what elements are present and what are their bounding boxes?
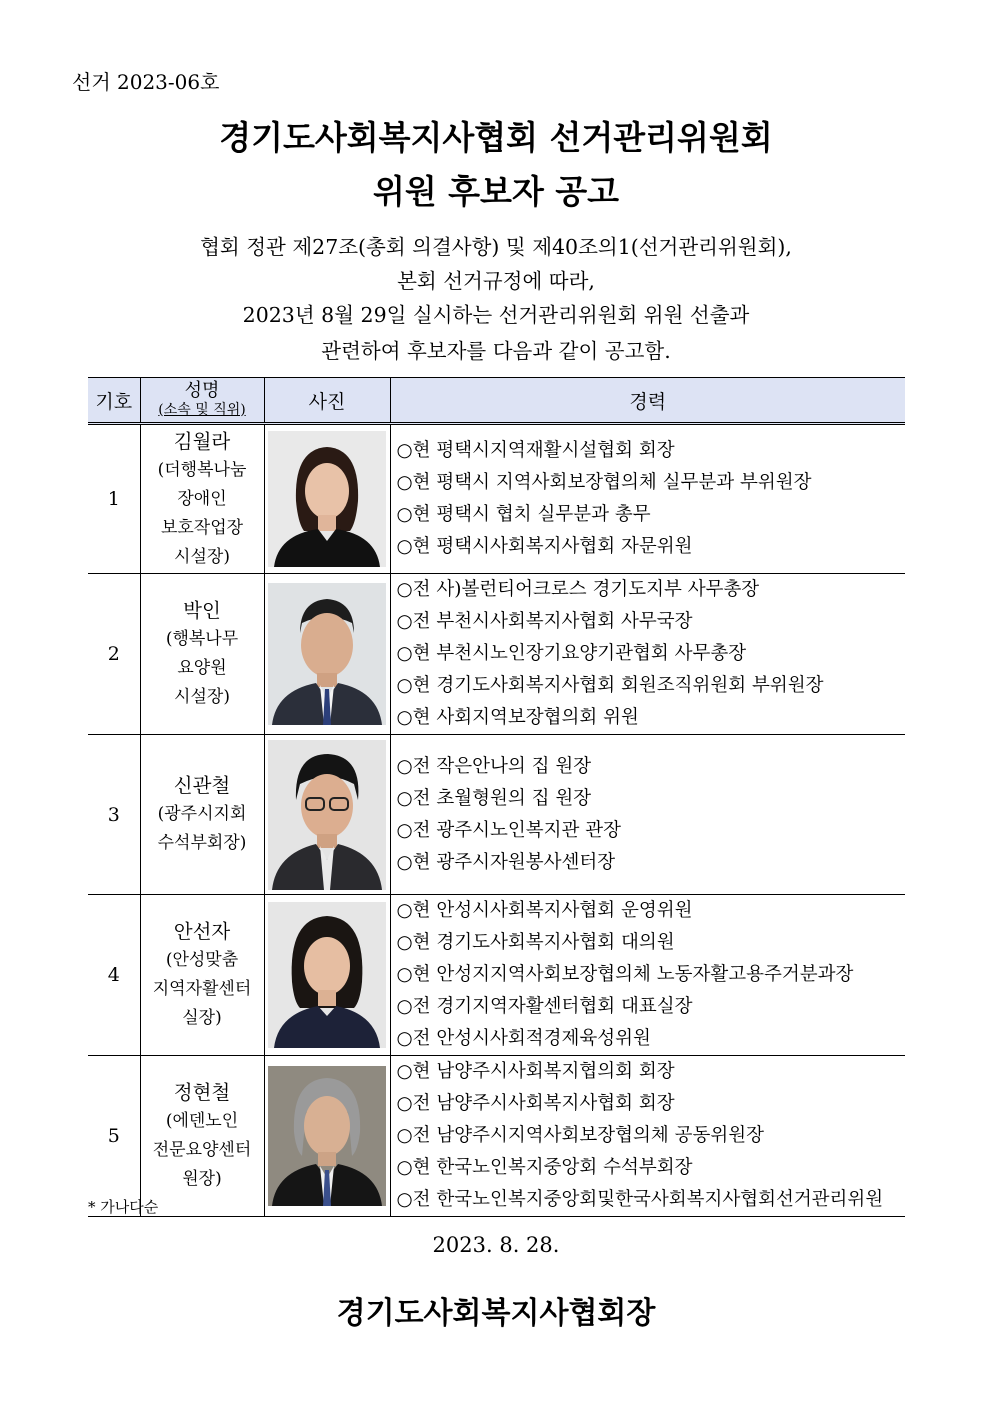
career-item: ○전 광주시노인복지관 관장 [396, 819, 621, 841]
candidate-number: 5 [88, 1056, 140, 1217]
candidate-name: 김월라 [173, 429, 231, 453]
candidate-photo [268, 740, 386, 890]
signature: 경기도사회복지사협회장 [336, 1296, 656, 1331]
intro-line: 관련하여 후보자를 다음과 같이 공고함. [321, 339, 671, 363]
career-item: ○현 평택시지역재활시설협회 회장 [396, 440, 675, 461]
candidate-number: 4 [88, 895, 140, 1056]
table-row [88, 1056, 905, 1217]
career-item: ○전 남양주시지역사회보장협의체 공동위원장 [396, 1125, 764, 1146]
candidate-name: 안선자 [173, 920, 231, 943]
header-number: 기호 [88, 378, 140, 424]
candidate-affiliation: (더행복나눔 장애인 보호작업장 시설장) [157, 459, 247, 567]
career-item: ○현 경기도사회복지사협회 회원조직위원회 부위원장 [396, 675, 824, 696]
career-item: ○전 안성시사회적경제육성위원 [396, 1028, 651, 1049]
career-item: ○전 경기지역자활센터협회 대표실장 [396, 996, 693, 1017]
header-career: 경력 [390, 378, 905, 424]
candidate-name-cell [140, 895, 264, 1056]
candidate-name: 박인 [183, 599, 221, 622]
page-title: 경기도사회복지사협회 선거관리위원회 [219, 118, 773, 157]
career-item: ○현 경기도사회복지사협회 대의원 [396, 932, 675, 953]
document-number: 선거 2023-06호 [72, 70, 220, 94]
candidate-photo [268, 431, 386, 567]
photo-cell [264, 424, 390, 574]
career-item: ○현 안성시사회복지사협회 운영위원 [396, 900, 693, 921]
header-name [140, 378, 264, 424]
table-row [88, 424, 905, 574]
page-subtitle: 위원 후보자 공고 [372, 172, 620, 211]
table-header-row [88, 378, 905, 424]
career-item: ○현 광주시자원봉사센터장 [396, 851, 616, 873]
career-item: ○전 남양주시사회복지사협회 회장 [396, 1093, 675, 1114]
career-item: ○현 한국노인복지중앙회 수석부회장 [396, 1157, 693, 1178]
career-cell [390, 574, 905, 735]
photo-cell [264, 1056, 390, 1217]
career-item: ○전 작은안나의 집 원장 [396, 755, 592, 777]
announcement-date: 2023. 8. 28. [432, 1233, 560, 1257]
candidate-affiliation: (행복나무 요양원 시설장) [165, 629, 239, 707]
career-item: ○전 사)볼런티어크로스 경기도지부 사무총장 [396, 579, 760, 600]
career-item: ○현 부천시노인장기요양기관협회 사무총장 [396, 643, 747, 664]
career-cell [390, 735, 905, 895]
intro-line: 협회 정관 제27조(총회 의결사항) 및 제40조의1(선거관리위원회), [200, 235, 792, 259]
career-item: ○전 초월형원의 집 원장 [396, 787, 592, 809]
candidate-name-cell [140, 735, 264, 895]
career-cell [390, 424, 905, 574]
photo-cell [264, 574, 390, 735]
candidate-name-cell [140, 424, 264, 574]
table-row [88, 735, 905, 895]
candidate-table [88, 377, 905, 1217]
photo-cell [264, 895, 390, 1056]
career-item: ○현 사회지역보장협의회 위원 [396, 707, 639, 728]
candidate-photo [268, 583, 386, 725]
table-row [88, 574, 905, 735]
career-cell [390, 1056, 905, 1217]
career-item: ○현 평택시 지역사회보장협의체 실무분과 부위원장 [396, 472, 812, 493]
career-item: ○현 평택시사회복지사협회 자문위원 [396, 536, 693, 557]
candidate-name-cell [140, 1056, 264, 1217]
header-name-sub: (소속 및 직위) [158, 401, 246, 418]
candidate-name: 정현철 [173, 1081, 231, 1104]
candidate-name-cell [140, 574, 264, 735]
candidate-name: 신관철 [173, 774, 231, 797]
candidate-photo [268, 1066, 386, 1206]
candidate-photo [268, 902, 386, 1048]
header-name-label: 성명 [184, 379, 220, 401]
candidate-number: 3 [88, 735, 140, 895]
candidate-affiliation: (광주시지회 수석부회장) [157, 804, 247, 853]
candidate-number: 2 [88, 574, 140, 735]
photo-cell [264, 735, 390, 895]
career-item: ○현 남양주시사회복지협의회 회장 [396, 1061, 675, 1082]
candidate-number: 1 [88, 424, 140, 574]
career-item: ○현 평택시 협치 실무분과 총무 [396, 504, 651, 525]
intro-line: 2023년 8월 29일 실시하는 선거관리위원회 위원 선출과 [242, 303, 750, 327]
career-cell [390, 895, 905, 1056]
career-item: ○전 부천시사회복지사협회 사무국장 [396, 611, 693, 632]
intro-line: 본회 선거규정에 따라, [397, 269, 595, 293]
table-row [88, 895, 905, 1056]
candidate-affiliation: (안성맞춤 지역자활센터 실장) [152, 950, 252, 1028]
footnote: * 가나다순 [88, 1198, 159, 1216]
header-photo: 사진 [264, 378, 390, 424]
career-item: ○현 안성지지역사회보장협의체 노동자활고용주거분과장 [396, 964, 854, 985]
candidate-affiliation: (에덴노인 전문요양센터 원장) [152, 1111, 252, 1189]
career-item: ○전 한국노인복지중앙회및한국사회복지사협회선거관리위원 [396, 1189, 884, 1210]
